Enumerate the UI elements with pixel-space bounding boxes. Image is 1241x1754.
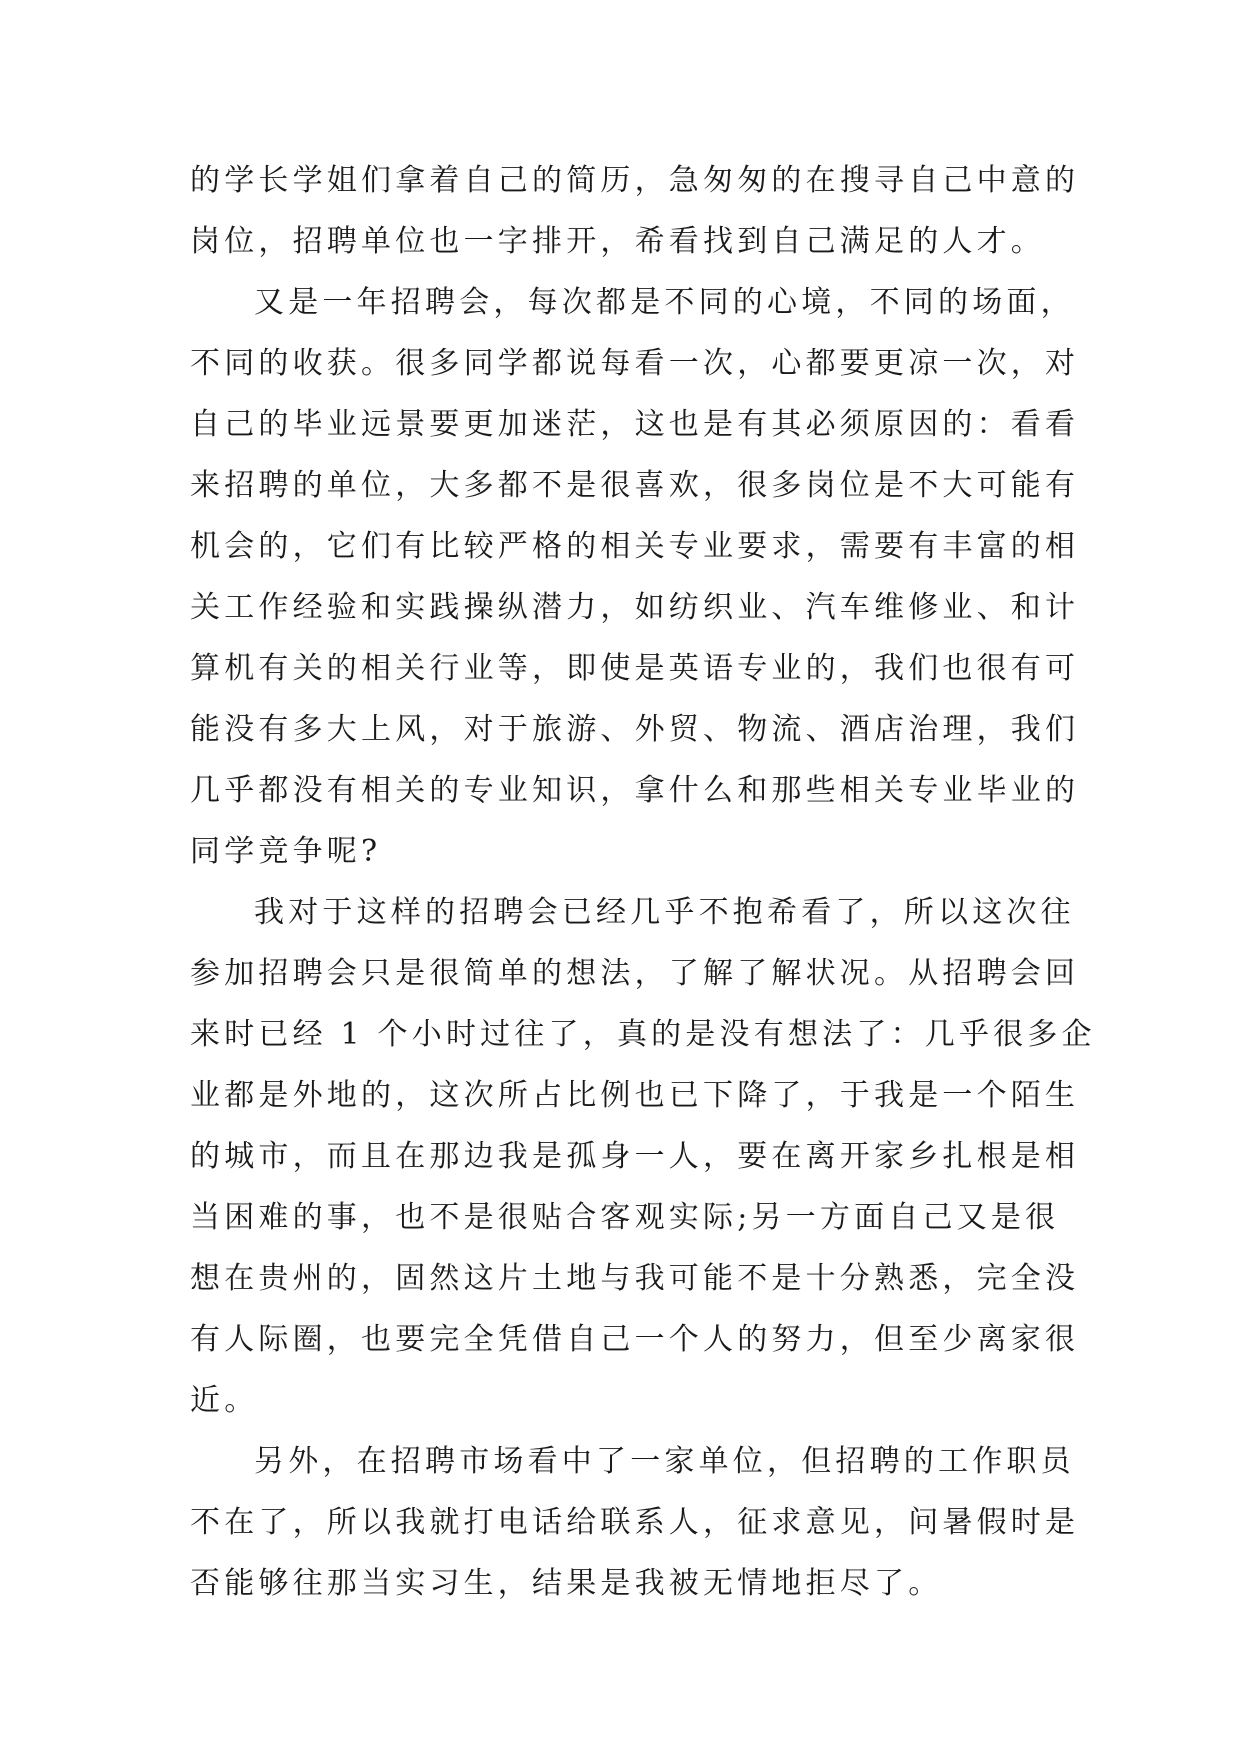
text-line: 参加招聘会只是很简单的想法，了解了解状况。从招聘会回 [190, 956, 1080, 991]
text-line: 自己的毕业远景要更加迷茫，这也是有其必须原因的：看看 [190, 407, 1080, 442]
paragraph-4 [190, 1431, 1080, 1614]
text-line: 机会的，它们有比较严格的相关专业要求，需要有丰富的相 [190, 529, 1080, 564]
text-line: 想在贵州的，固然这片土地与我可能不是十分熟悉，完全没 [190, 1261, 1080, 1296]
paragraph-1 [190, 150, 1080, 272]
text-line: 又是一年招聘会，每次都是不同的心境，不同的场面， [254, 285, 1075, 320]
text-line: 同学竞争呢? [190, 834, 382, 869]
text-line: 几乎都没有相关的专业知识，拿什么和那些相关专业毕业的 [190, 773, 1080, 808]
text-line: 我对于这样的招聘会已经几乎不抱希看了，所以这次往 [254, 895, 1075, 930]
text-line: 有人际圈，也要完全凭借自己一个人的努力，但至少离家很 [190, 1322, 1080, 1357]
text-line: 业都是外地的，这次所占比例也已下降了，于我是一个陌生 [190, 1078, 1080, 1113]
text-line: 能没有多大上风，对于旅游、外贸、物流、酒店治理，我们 [190, 712, 1080, 747]
document-page [190, 150, 1096, 1614]
text-line: 岗位，招聘单位也一字排开，希看找到自己满足的人才。 [190, 224, 1045, 259]
paragraph-2 [190, 272, 1080, 882]
text-line: 的城市，而且在那边我是孤身一人，要在离开家乡扎根是相 [190, 1139, 1080, 1174]
paragraph-3 [190, 882, 1096, 1431]
text-line: 来时已经 1 个小时过往了，真的是没有想法了：几乎很多企 [190, 1017, 1096, 1052]
text-line: 关工作经验和实践操纵潜力，如纺织业、汽车维修业、和计 [190, 590, 1080, 625]
text-line: 来招聘的单位，大多都不是很喜欢，很多岗位是不大可能有 [190, 468, 1080, 503]
text-line: 当困难的事，也不是很贴合客观实际;另一方面自己又是很 [190, 1200, 1060, 1235]
text-line: 不在了，所以我就打电话给联系人，征求意见，问暑假时是 [190, 1505, 1080, 1540]
text-line: 不同的收获。很多同学都说每看一次，心都要更凉一次，对 [190, 346, 1080, 381]
text-line: 另外，在招聘市场看中了一家单位，但招聘的工作职员 [254, 1444, 1075, 1479]
text-line: 近。 [190, 1383, 259, 1418]
text-line: 算机有关的相关行业等，即使是英语专业的，我们也很有可 [190, 651, 1080, 686]
text-line: 否能够往那当实习生，结果是我被无情地拒尽了。 [190, 1566, 943, 1601]
text-line: 的学长学姐们拿着自己的简历，急匆匆的在搜寻自己中意的 [190, 163, 1080, 198]
